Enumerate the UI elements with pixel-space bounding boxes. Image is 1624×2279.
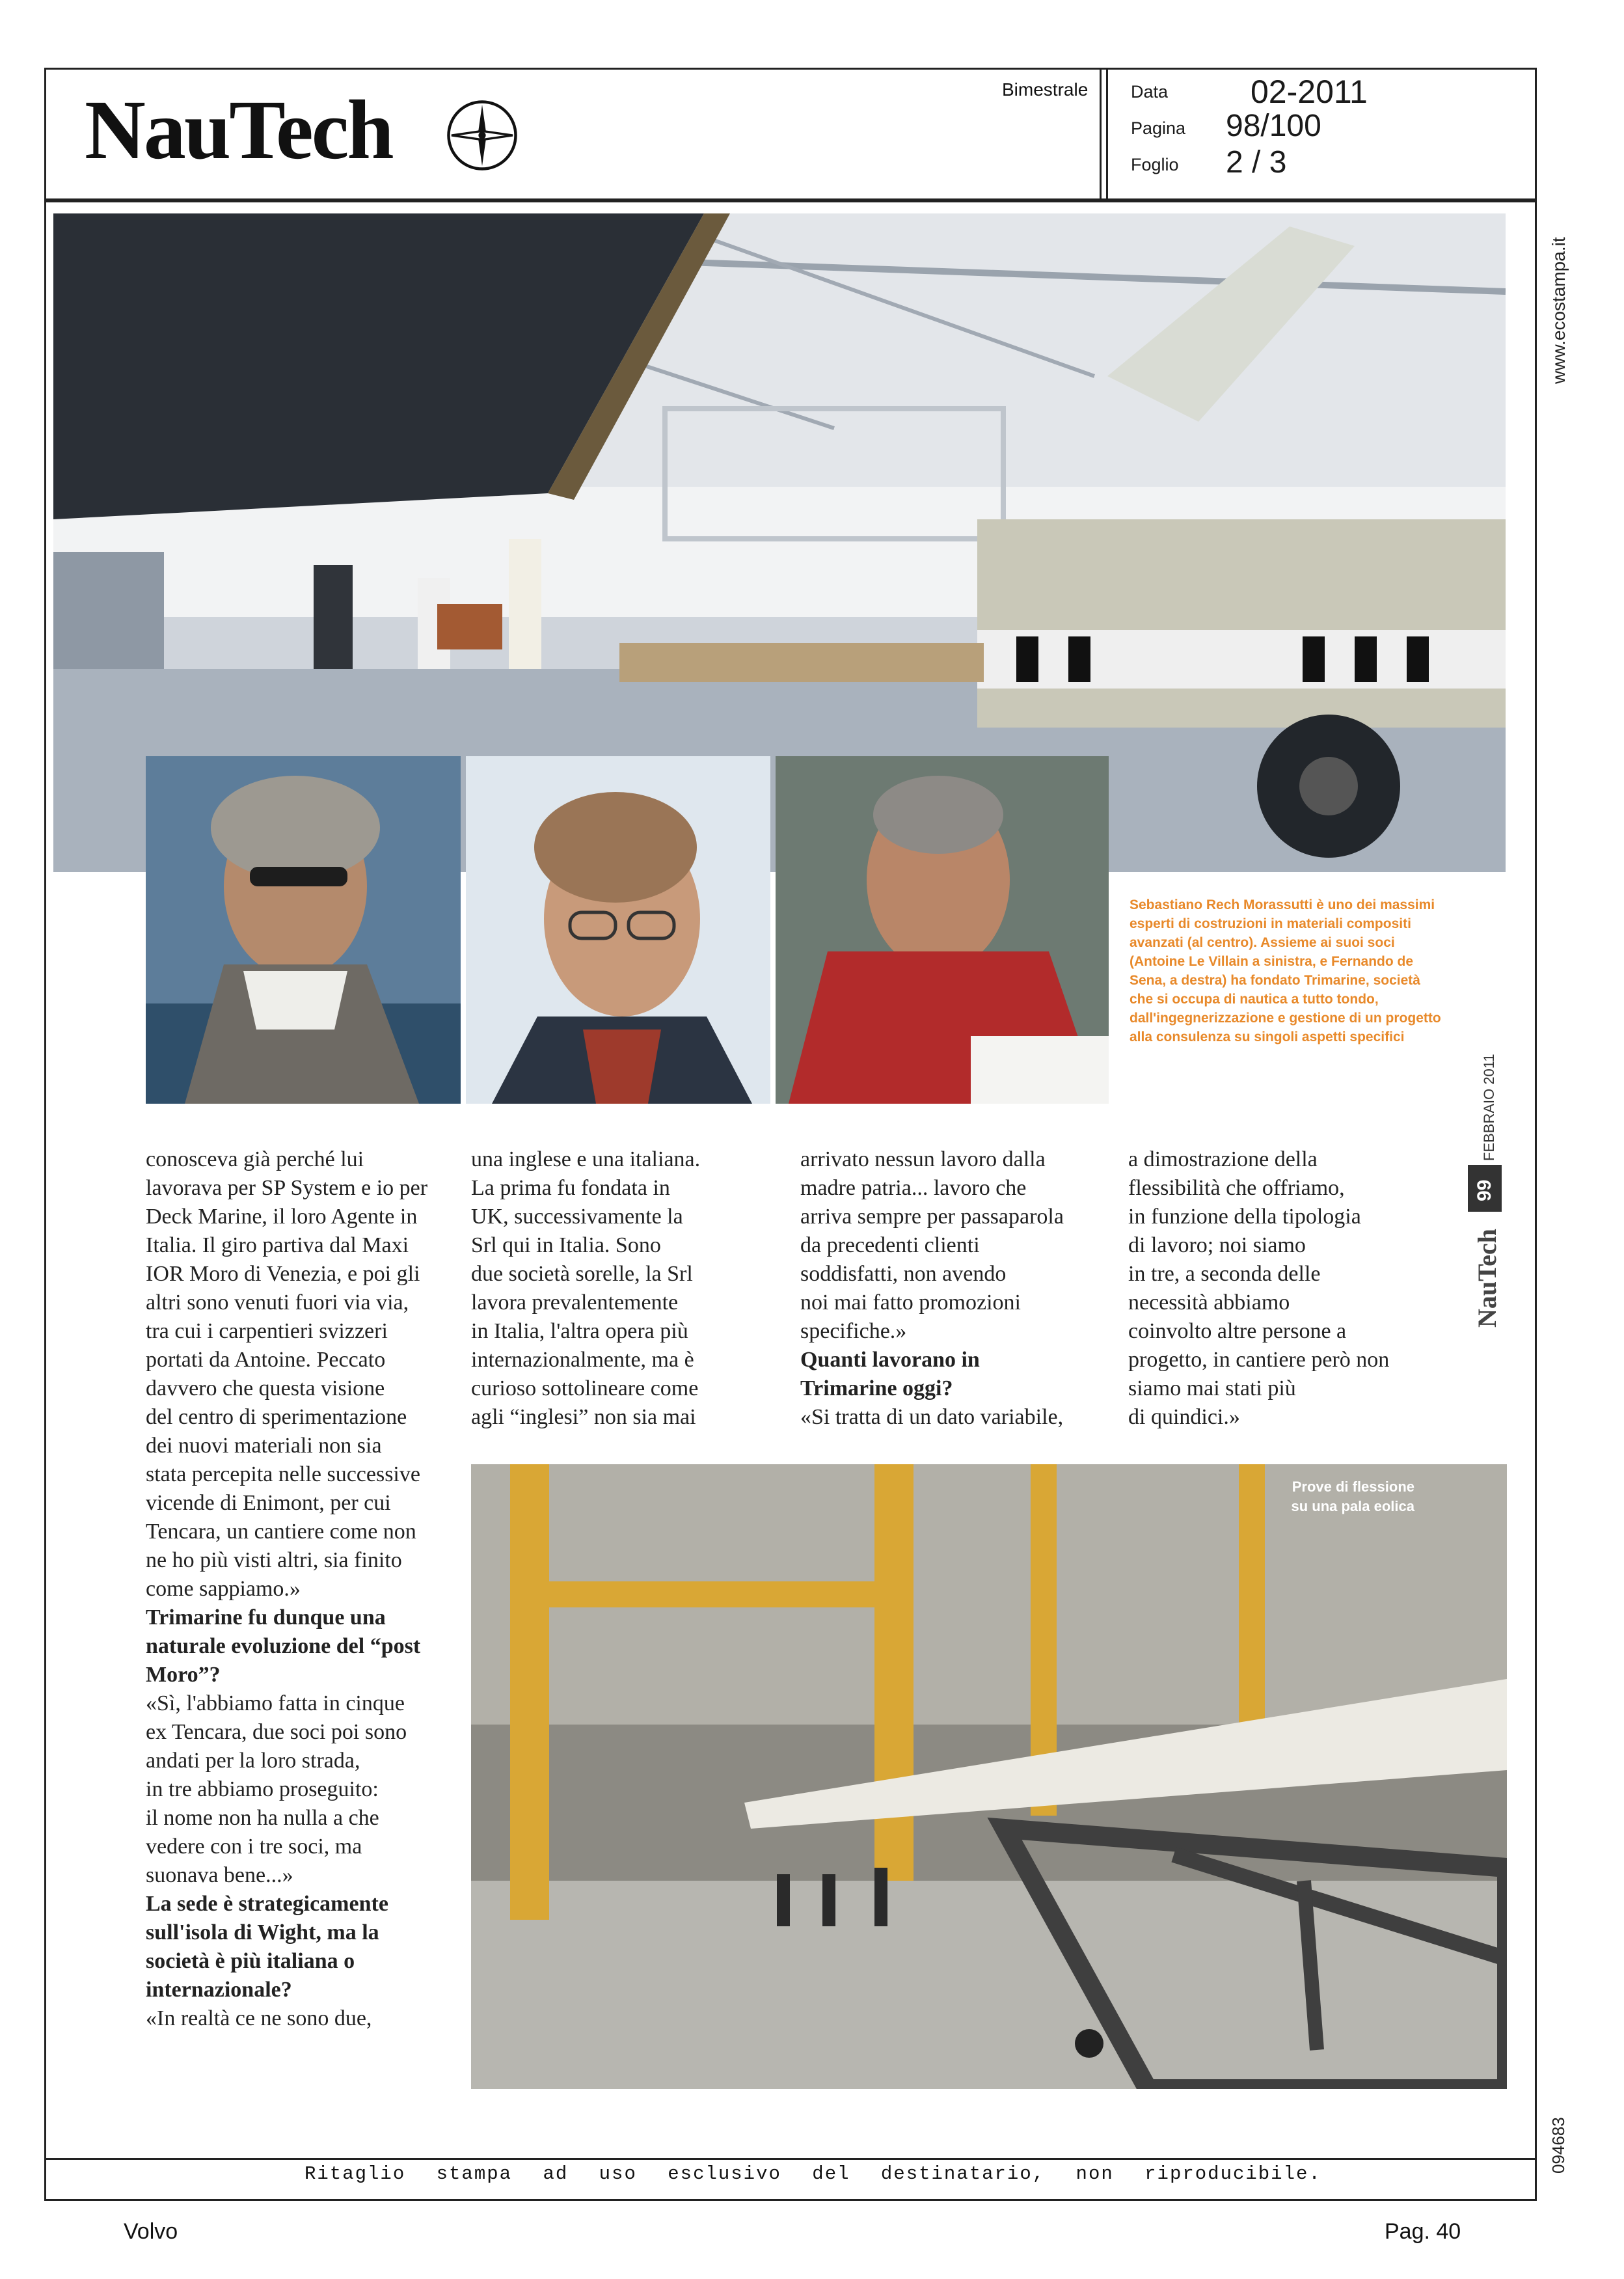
article-column-3-top: arrivato nessun lavoro dalla madre patria... lavoro che arriva sempre per passaparola da precedenti clienti soddisfatti, non avendo noi mai fatto promozioni specifiche.» [800, 1147, 1064, 1343]
article-column-1-top: conosceva già perché lui lavorava per SP System e io per Deck Marine, il loro Agente in Italia. Il giro partiva dal Maxi IOR Moro di Venezia, e poi gli altri sono venuti fuori via via, tra cui i carpentieri svizzeri portati da Antoine. Peccato davvero che questa visione del centro di sperimentazione dei nuovi materiali non sia stata percepita nelle successive vicende di Enimont, per cui Tencara, un cantiere come non ne ho più visti altri, sia finito come sappiamo.» [146, 1147, 428, 1601]
header-divider-2 [1106, 68, 1108, 200]
answer-trimarine-evolution: «Sì, l'abbiamo fatta in cinque ex Tencara, due soci poi sono andati per la loro strada, in tre abbiamo proseguito: il nome non ha nulla a che vedere con i tre soci, ma suonava bene...» [146, 1691, 407, 1887]
pagina-label: Pagina [1131, 118, 1186, 138]
website-vertical: www.ecostampa.it [1549, 237, 1569, 384]
brand-vertical: NauTech [1472, 1229, 1502, 1328]
portrait-antoine-le-villain [146, 756, 461, 1104]
portrait-fernando-de-sena [776, 756, 1109, 1104]
frequency-label: Bimestrale [1002, 79, 1089, 100]
disclaimer-text: Ritaglio stampa ad uso esclusivo del destinatario, non riproducibile. [304, 2163, 1321, 2185]
foglio-value: 2 / 3 [1226, 145, 1287, 180]
foglio-label: Foglio [1131, 155, 1179, 174]
page-number: 99 [1474, 1179, 1495, 1201]
data-value: 02-2011 [1251, 74, 1368, 110]
footer-left-label: Volvo [124, 2219, 178, 2244]
portrait-sebastiano-rech-morassutti [466, 756, 770, 1104]
logo [85, 85, 392, 176]
wind-blade-test-photo [471, 1464, 1507, 2089]
compass-rose-icon [446, 99, 519, 172]
answer-sede-wight: «In realtà ce ne sono due, [146, 2006, 372, 2030]
article-column-4: a dimostrazione della flessibilità che offriamo, in funzione della tipologia di lavoro; noi siamo in tre, a seconda delle necessità abbiamo coinvolto altre persone a progetto, in cantiere però non siamo mai stati più di quindici.» [1128, 1147, 1390, 1429]
issue-month-vertical: FEBBRAIO 2011 [1481, 1054, 1497, 1161]
bottom-photo-caption: Prove di flessione su una pala eolica [1291, 1479, 1414, 1514]
article-column-3-bottom: «Si tratta di un dato variabile, [800, 1405, 1064, 1429]
question-sede-wight: La sede è strategicamente sull'isola di Wight, ma la società è più italiana o internazionale? [146, 1892, 388, 2002]
code-vertical: 094683 [1549, 2117, 1568, 2174]
footer-divider [44, 2158, 1537, 2160]
article-column-2: una inglese e una italiana. La prima fu fondata in UK, successivamente la Srl qui in Italia. Sono due società sorelle, la Srl lavora prevalentemente in Italia, l'altra opera più internazionalmente, ma è curioso sottolineare come agli “inglesi” non sia mai [471, 1147, 701, 1429]
data-label: Data [1131, 82, 1169, 102]
question-quanti-lavorano: Quanti lavorano in Trimarine oggi? [800, 1348, 980, 1400]
photo-caption: Sebastiano Rech Morassutti è uno dei massimi esperti di costruzioni in materiali compositi avanzati (al centro). Assieme ai suoi soci (Antoine Le Villain a sinistra, e Fernando de Sena, a destra) ha fondato Trimarine, società che si occupa di nautica a tutto tondo, dall'ingegnerizzazione e gestione di un progetto alla consulenza su singoli aspetti specifici [1130, 897, 1441, 1044]
logo-text: NauTech [85, 83, 392, 177]
footer-page-label: Pag. 40 [1385, 2219, 1461, 2244]
page-number-box [1468, 1165, 1502, 1212]
pagina-value: 98/100 [1226, 109, 1321, 143]
question-trimarine-evolution: Trimarine fu dunque una naturale evoluzione del “post Moro”? [146, 1605, 421, 1687]
header-divider [1100, 68, 1102, 200]
